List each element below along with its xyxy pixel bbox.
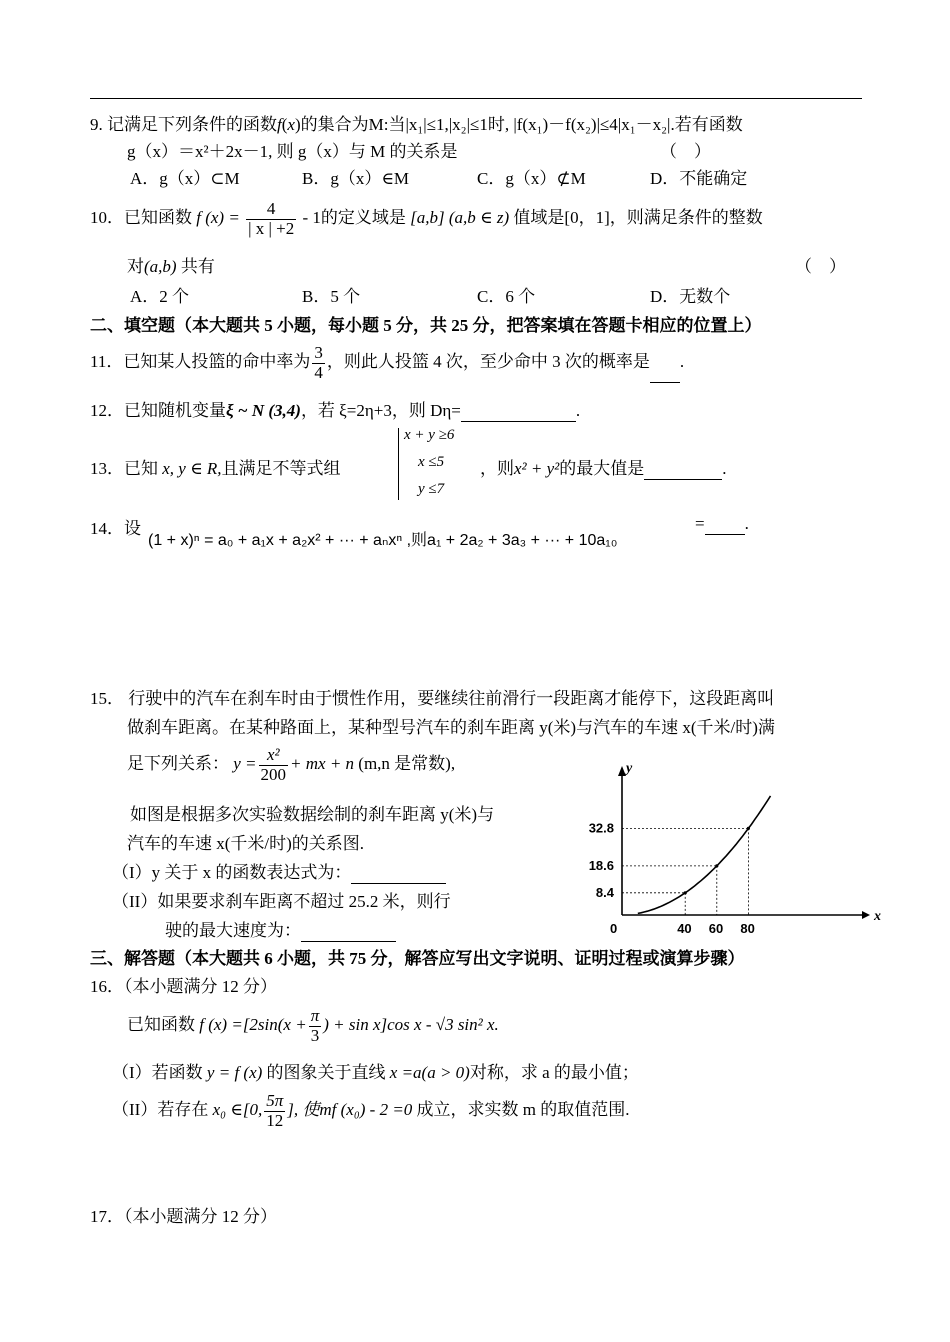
y-tick-8.4: 8.4	[595, 884, 614, 900]
q9-line1: 9. 记满足下列条件的函数f(x)的集合为M:当|x₁|≤1,|x₂|≤1时, |f(x₁)－f(x₂)|≤4|x₁－x₂|.若有函数	[90, 115, 743, 134]
q13-text-d: 的最大值是	[559, 459, 645, 478]
q16-expr-a: f (x) =[2sin(x +	[199, 1015, 307, 1034]
q16-header: 16．（本小题满分 12 分）	[90, 977, 277, 996]
x-axis-arrow	[862, 911, 870, 919]
q12	[90, 396, 580, 422]
q13-text-tail	[480, 454, 727, 480]
q10-line1	[90, 198, 763, 238]
q13-vars: x, y ∈ R,	[162, 459, 222, 478]
q11	[90, 342, 684, 383]
q11-text-b: ，则此人投篮 4 次，至少命中 3 次的概率是	[326, 352, 650, 371]
q10-cond: (a,b ∈ z)	[448, 208, 510, 227]
q10-domain-text: 的定义域是	[320, 208, 406, 227]
section-2-heading: 二、填空题（本大题共 5 小题，每小题 5 分，共 25 分，把答案填在答题卡相应的位置上）	[90, 316, 762, 335]
q16-pi-den: 3	[310, 1025, 320, 1045]
q10-option-d: D．无数个	[650, 287, 731, 306]
q14-period: .	[744, 514, 749, 533]
section-3-heading: 三、解答题（本大题共 6 小题，共 75 分，解答应写出文字说明、证明过程或演算步骤）	[90, 949, 745, 968]
q12-text-b: ，若 ξ=2η+3，则 Dη=	[300, 401, 461, 420]
q14-answer-blank[interactable]	[705, 514, 745, 535]
q9-option-d: D．不能确定	[650, 169, 748, 188]
q16-p1-cond: x =a(a > 0)	[389, 1063, 470, 1082]
q10-fraction	[246, 200, 296, 238]
q16-given-label: 已知函数	[127, 1015, 195, 1034]
braking-curve	[638, 796, 771, 914]
x-tick-60: 60	[708, 921, 724, 936]
q14-equals: =	[695, 514, 705, 533]
q15-line2: 做刹车距离。在某种路面上，某种型号汽车的刹车距离 y(米)与汽车的车速 x(千米/时)满	[127, 718, 775, 737]
q12-answer-blank[interactable]	[461, 401, 576, 422]
q10-option-b: B．5 个	[302, 287, 361, 306]
q16-p2-expr: x₀ ∈[0,	[212, 1100, 263, 1119]
q10-pair-label: 对	[127, 257, 144, 276]
q15-part1-blank[interactable]	[351, 863, 446, 884]
y-axis-label: y	[626, 761, 633, 776]
q15-line5: 汽车的车速 x(千米/时)的关系图.	[127, 834, 365, 853]
q10-fx: f (x) =	[196, 208, 240, 227]
q9-f: f	[277, 115, 282, 134]
q14-expression: (1 + x)ⁿ = a₀ + a₁x + a₂x² + ··· + aₙxⁿ ,则a₁ + 2a₂ + 3a₃ + ··· + 10a₁₀	[148, 532, 618, 549]
q11-period: .	[679, 352, 685, 371]
q15-part2a: （II）如果要求刹车距离不超过 25.2 米，则行	[112, 892, 451, 911]
x-tick-40: 40	[677, 921, 692, 936]
q16-given	[127, 1003, 499, 1047]
q16-p1-expr: y = f (x)	[206, 1063, 263, 1082]
q13-text-c: ，则	[480, 459, 514, 478]
q15-fraction	[259, 746, 289, 784]
q15-num: x²	[259, 746, 289, 766]
q14-expr	[148, 527, 617, 550]
q16-part1	[112, 1058, 639, 1083]
q9-x: x	[287, 115, 295, 134]
q15-den: 200	[260, 764, 287, 784]
q16-p1-text: 的图象关于直线	[266, 1063, 386, 1082]
q9-number: 9.	[90, 115, 103, 134]
q16-p2-tail: 成立，求实数 m 的取值范围.	[416, 1100, 630, 1119]
q16-pi-fraction	[309, 1007, 322, 1045]
q15-line3	[127, 744, 455, 784]
q15-part2-text: 驶的最大速度为：	[165, 921, 301, 940]
q15-tail: + mx + n	[290, 754, 355, 773]
q13-ineq-3: y ≤7	[418, 481, 445, 497]
q9-option-b: B．g（x）∈M	[302, 169, 410, 188]
q10-option-a: A．2 个	[130, 287, 190, 306]
q16-p2-label: （II）若存在	[112, 1100, 209, 1119]
q10-total: 共有	[180, 257, 215, 276]
q9-option-c: C．g（x）⊄M	[477, 169, 586, 188]
q13-period: .	[722, 459, 727, 478]
q16-expr-b: ) + sin x]cos x - √3 sin² x.	[323, 1015, 499, 1034]
q13-ineq-1: x + y ≥6	[404, 427, 455, 443]
q16-p1-label: （I）若函数	[112, 1063, 203, 1082]
x-tick-80: 80	[740, 921, 755, 936]
q13-text-b: 且满足不等式组	[221, 459, 341, 478]
q11-fraction	[312, 344, 325, 382]
q15-relation-label: 足下列关系：	[127, 754, 229, 773]
q11-den: 4	[314, 362, 323, 382]
q16-p1-tail: 对称，求 a 的最小值；	[469, 1063, 639, 1082]
q14-answer	[695, 514, 749, 535]
q10-line2	[127, 252, 215, 277]
y-axis-arrow	[618, 766, 626, 776]
y-tick-32.8: 32.8	[588, 820, 614, 836]
q13-ineq-2: x ≤5	[418, 454, 445, 470]
x-axis-label: x	[874, 909, 881, 924]
q12-text-a: 12．已知随机变量	[90, 401, 226, 420]
q10-pair: (a,b)	[144, 257, 177, 276]
q13-answer-blank[interactable]	[644, 459, 722, 480]
q16-part2	[112, 1088, 630, 1132]
q10-interval: [a,b]	[410, 208, 445, 227]
q15-part1-text: （I）y 关于 x 的函数表达式为：	[112, 863, 352, 882]
q15-constants: (m,n 是常数),	[358, 754, 456, 773]
q16-p2-num: 5π	[266, 1090, 284, 1110]
q9-text-b: 的集合为M:当|x₁|≤1,|x₂|≤1时, |f(x₁)－f(x₂)|≤4|x₁－x₂|.若有函数	[300, 115, 743, 134]
q15-part1	[112, 858, 446, 884]
q13-text-a: 13．已知	[90, 459, 158, 478]
q10-den: | x | +2	[248, 218, 295, 238]
q13-brace	[398, 428, 399, 500]
q15-part2b	[165, 916, 396, 942]
q15-part2-blank[interactable]	[301, 921, 396, 942]
q11-answer-blank[interactable]	[650, 342, 680, 383]
q10-option-c: C．6 个	[477, 287, 536, 306]
q11-text-a: 11．已知某人投篮的命中率为	[90, 352, 311, 371]
q16-p2-fraction	[264, 1092, 285, 1130]
q15-line4: 如图是根据多次实验数据绘制的刹车距离 y(米)与	[130, 805, 495, 824]
origin-label: 0	[610, 921, 618, 936]
q9-paren: （ ）	[660, 142, 711, 161]
q14-label: 14．设	[90, 519, 141, 538]
y-tick-18.6: 18.6	[588, 857, 614, 873]
q10-number: 10．已知函数	[90, 208, 192, 227]
q10-paren: （ ）	[795, 257, 846, 276]
q9-option-a: A．g（x）⊂M	[130, 169, 240, 188]
q11-num: 3	[314, 342, 323, 362]
q10-num: 4	[246, 200, 296, 220]
q16-p2-tail-expr: ], 使mf (x₀) - 2 =0	[287, 1100, 413, 1119]
q12-distribution: ξ ~ N (3,4)	[226, 401, 301, 420]
q10-range-text: 值域是[0，1]，则满足条件的整数	[513, 208, 763, 227]
q9-text-a: 记满足下列条件的函数	[107, 115, 277, 134]
q10-minus: - 1	[302, 208, 321, 227]
q13-expr: x² + y²	[514, 459, 560, 478]
q16-pi-num: π	[310, 1005, 320, 1025]
q15-line1: 15． 行驶中的汽车在刹车时由于惯性作用，要继续往前滑行一段距离才能停下，这段距离叫	[90, 689, 775, 708]
top-rule	[90, 98, 862, 99]
q12-period: .	[575, 401, 581, 420]
braking-distance-chart	[570, 760, 880, 950]
q17-header: 17．（本小题满分 12 分）	[90, 1207, 277, 1226]
q16-p2-den: 12	[266, 1110, 284, 1130]
q15-y-eq: y =	[233, 754, 257, 773]
q9-line2: g（x）＝x²＋2x－1, 则 g（x）与 M 的关系是	[127, 142, 458, 161]
q13-text	[90, 454, 341, 479]
